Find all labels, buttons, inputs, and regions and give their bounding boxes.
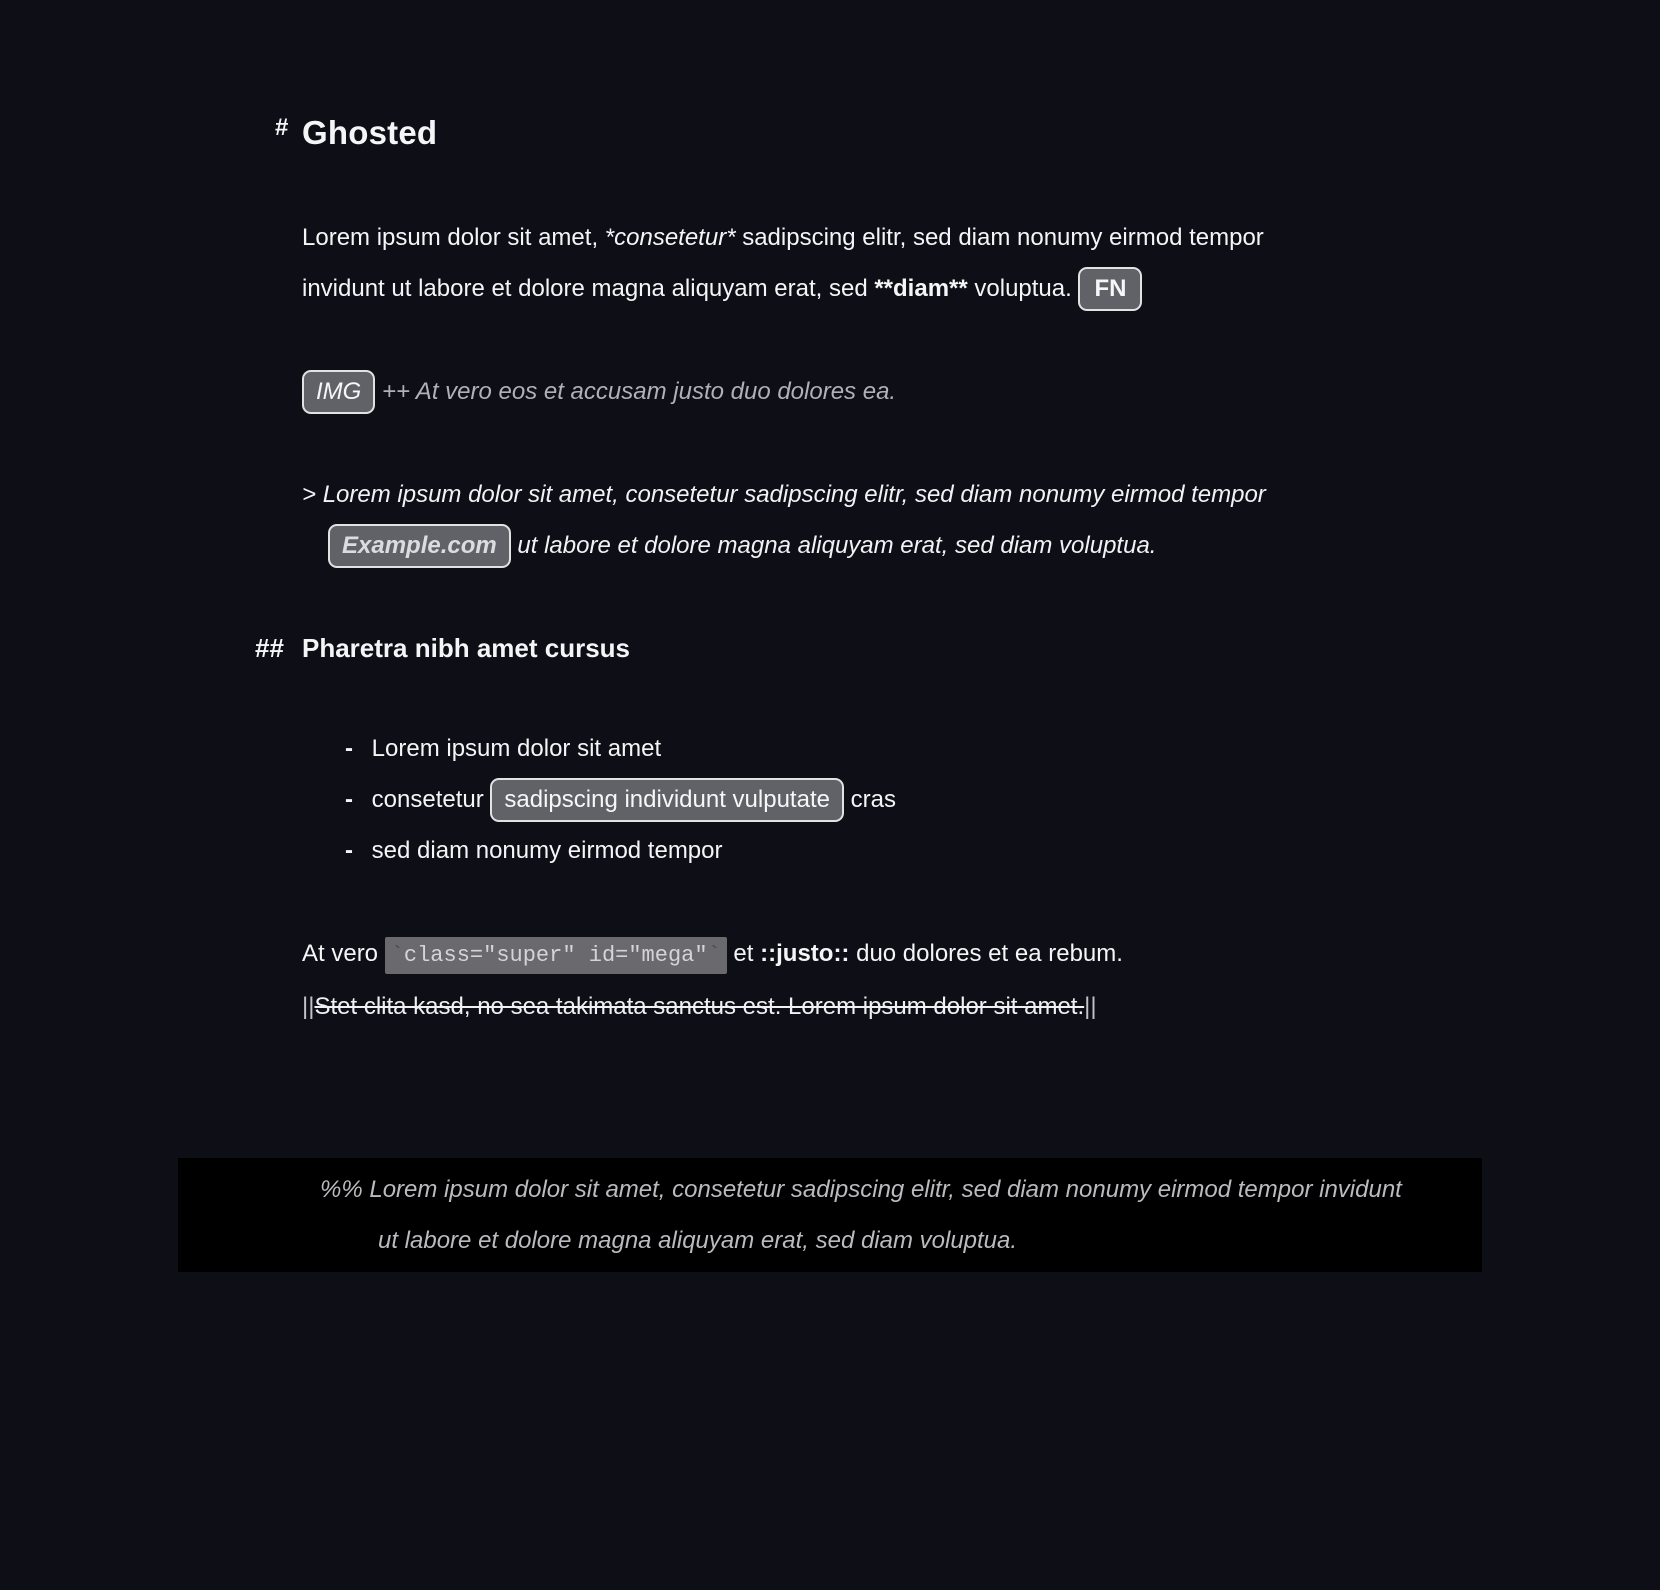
paragraph-intro-text: voluptua. [974,275,1079,302]
bold-markdown-span: **diam** [874,275,968,302]
list-item [345,723,1314,774]
backtick-marker: ` [390,943,404,968]
comment-text: Lorem ipsum dolor sit amet, consetetur sadipscing elitr, sed diam nonumy eirmod tempor invidunt ut labore et dolore magna aliquyam erat, sed diam voluptua. [369,1176,1402,1254]
blockquote-text: Lorem ipsum dolor sit amet, consetetur sadipscing elitr, sed diam nonumy eirmod tempor [322,481,1266,508]
list-bullet: - [345,837,353,864]
paragraph-intro [302,212,1314,314]
image-caption-text: ++ At vero eos et accusam justo duo dolores ea. [382,378,897,405]
strikethrough-text: Stet clita kasd, no sea takimata sanctus est. Lorem ipsum dolor sit amet. [314,993,1085,1020]
h1-heading-text: Ghosted [302,114,438,151]
highlight-markdown-span: ::justo:: [760,940,850,967]
list-item-text: Lorem ipsum dolor sit amet [371,735,662,762]
blockquote-text: ut labore et dolore magna aliquyam erat, sed diam voluptua. [517,532,1157,559]
bullet-list [302,723,1314,876]
comment-text-wrap [320,1164,1405,1266]
paragraph-code-strike [302,928,1314,1032]
strike-close-marker: || [1084,993,1097,1020]
paragraph-intro-text: sadipscing elitr, sed diam nonumy eirmod tempor invidunt ut labore et dolore magna aliquyam erat, sed [302,224,1264,302]
image-badge[interactable]: IMG [302,370,375,414]
blockquote [302,469,1314,571]
h2-heading [255,629,1314,667]
comment-marker: %% [320,1176,370,1203]
strike-open-marker: || [302,993,315,1020]
list-item-text: cras [850,786,896,813]
image-caption-line [302,366,1314,417]
list-item-text: sed diam nonumy eirmod tempor [371,837,723,864]
h2-heading-text: Pharetra nibh amet cursus [302,633,630,663]
list-item [345,774,1314,825]
list-item [345,825,1314,876]
link-badge[interactable]: Example.com [328,524,511,568]
backtick-marker: ` [707,943,721,968]
code-line-text: At vero [302,940,385,967]
h1-heading [275,110,1314,156]
code-line-text: et [726,940,761,967]
wiki-link-badge[interactable]: sadipscing individunt vulputate [490,778,844,822]
list-bullet: - [345,786,353,813]
code-line-text: duo dolores et ea rebum. [849,940,1123,967]
inline-code-text: class="super" id="mega" [403,943,708,968]
strikethrough-line [302,981,1314,1032]
paragraph-intro-text: Lorem ipsum dolor sit amet, [302,224,605,251]
markdown-document [255,0,1402,1272]
italic-markdown-span: *consetetur* [604,224,736,251]
comment-block [178,1158,1482,1272]
list-item-text: consetetur [371,786,491,813]
code-line [302,928,1314,981]
h1-markdown-marker: # [275,114,289,141]
footnote-badge[interactable]: FN [1078,267,1142,311]
h2-markdown-marker: ## [255,633,284,663]
list-bullet: - [345,735,353,762]
inline-code [385,937,727,974]
blockquote-marker: > [302,481,323,508]
